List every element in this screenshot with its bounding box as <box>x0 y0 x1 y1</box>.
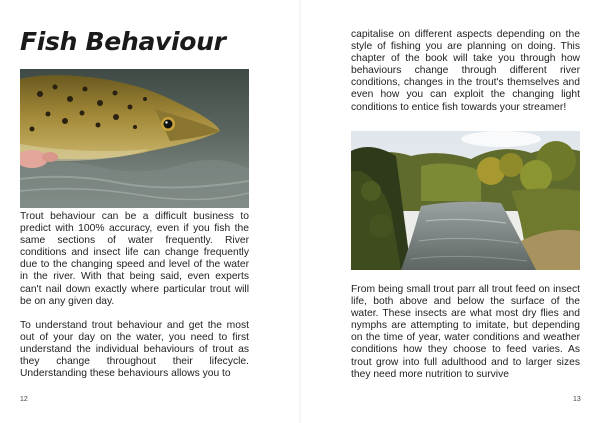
page-number: 12 <box>20 396 28 403</box>
chapter-title: Fish Behaviour <box>20 27 226 56</box>
trout-photo <box>20 69 249 208</box>
page-number: 13 <box>573 396 581 403</box>
body-paragraph: capitalise on different aspects depending on the style of fishing you are planning on doing. This chapter of the book will take you through how behaviours change through different river conditions, changes in the trout's themselves and even how you can exploit the changing light conditions to entice fish towards your streamer! <box>351 29 580 113</box>
river-photo <box>351 131 580 270</box>
body-paragraph: Trout behaviour can be a difficult business to predict with 100% accuracy, even if you fish the same sections of water frequently. River conditions and insect life can change frequently due to the changing speed and level of the water in the river. With that being said, even experts can't nail down exactly where particular trout will be on any given day. <box>20 211 249 307</box>
body-paragraph: From being small trout parr all trout feed on insect life, both above and below the surface of the water. These insects are what most dry flies and nymphs are attempting to imitate, but depending on the time of year, water conditions and weather conditions how they choose to feed varies. As trout grow into full adulthood and to larger sizes they need more nutrition to survive <box>351 284 580 380</box>
body-paragraph: To understand trout behaviour and get the most out of your day on the water, you need to first understand the individual behaviours of trout as they change throughout their lifecycle. Understanding these behaviours allows you to <box>20 320 249 380</box>
right-page <box>300 0 600 423</box>
